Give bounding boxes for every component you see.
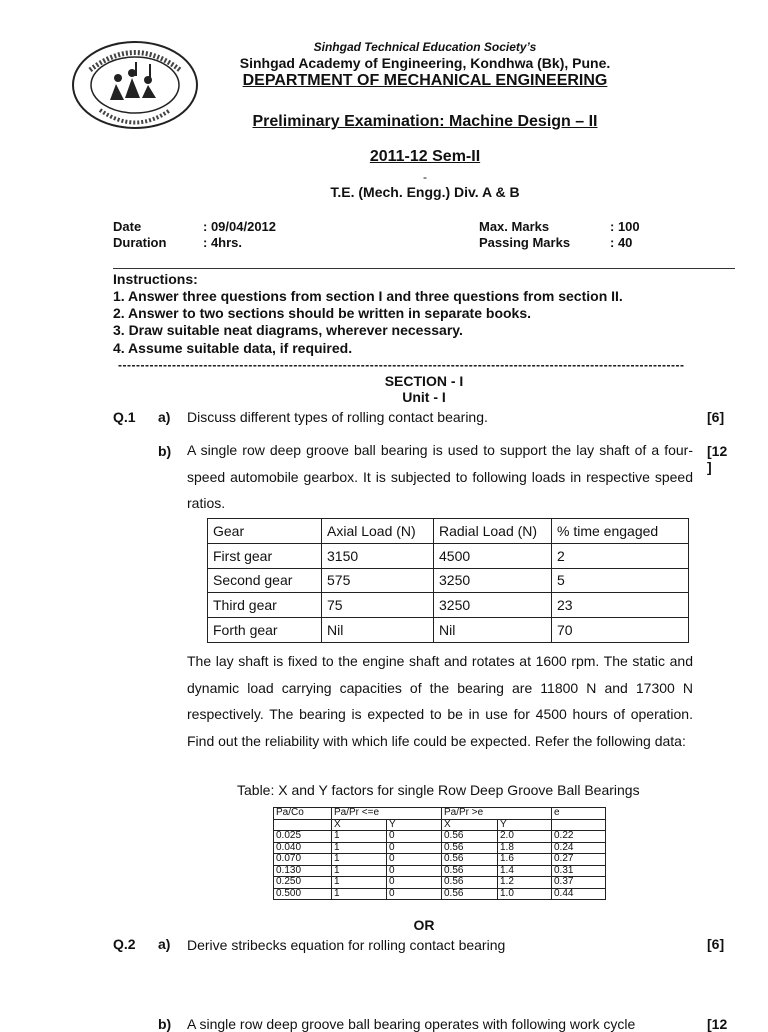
table-header-cell: X [332, 819, 387, 831]
table-cell: 1 [332, 865, 387, 877]
question-text: A single row deep groove ball bearing operates with following work cycle [187, 1016, 636, 1032]
table-row [274, 842, 606, 854]
dashed-separator: ------------------------------------------------------------------------------------------------------------------------------ [118, 358, 685, 372]
table-row [274, 854, 606, 866]
table-cell: 1 [332, 854, 387, 866]
table-cell: 0.250 [274, 877, 332, 889]
table-cell: 0 [387, 865, 442, 877]
table-row [208, 568, 689, 593]
table-header-cell: Y [387, 819, 442, 831]
table-cell: 0.56 [442, 831, 498, 843]
table-cell: 0.37 [552, 877, 606, 889]
instruction-item: 2. Answer to two sections should be written in separate books. [113, 305, 532, 321]
table-cell: 0.56 [442, 877, 498, 889]
table-cell: 0 [387, 842, 442, 854]
max-marks-label: Max. Marks [479, 219, 550, 234]
instruction-item: 4. Assume suitable data, if required. [113, 340, 353, 356]
table-header-cell: e [552, 808, 606, 820]
marks-label-continued: ] [707, 459, 712, 475]
table-row [274, 865, 606, 877]
table-header-row [208, 519, 689, 544]
date-value: : 09/04/2012 [203, 219, 277, 234]
or-separator: OR [413, 917, 435, 933]
table-cell: 575 [322, 568, 434, 593]
paper-title: Preliminary Examination: Machine Design – II [252, 113, 598, 130]
table-header-cell [552, 819, 606, 831]
unit-title: Unit - I [402, 389, 446, 405]
table-cell: 0.070 [274, 854, 332, 866]
instruction-item: 3. Draw suitable neat diagrams, wherever necessary. [113, 322, 463, 338]
passing-marks-label: Passing Marks [479, 235, 571, 250]
separator-mark: - [423, 170, 427, 184]
part-label: b) [158, 1016, 172, 1032]
table-header-cell [387, 808, 442, 820]
table-header-cell: Pa/Pr >e [442, 808, 498, 820]
class-label: T.E. (Mech. Engg.) Div. A & B [330, 184, 520, 200]
table-row [208, 543, 689, 568]
table-cell: 1 [332, 877, 387, 889]
table-cell: Third gear [208, 593, 322, 618]
session-label: 2011-12 Sem-II [369, 148, 481, 165]
max-marks-value: : 100 [610, 219, 640, 234]
table-header-cell: Y [498, 819, 552, 831]
table-cell: 0.025 [274, 831, 332, 843]
table-cell: 0.24 [552, 842, 606, 854]
table-cell: 0 [387, 854, 442, 866]
passing-marks-value: : 40 [610, 235, 633, 250]
table-cell: 1 [332, 842, 387, 854]
table-cell: 0.44 [552, 888, 606, 900]
table-row [208, 618, 689, 643]
table-cell: 1 [332, 888, 387, 900]
marks-label: [6] [707, 409, 725, 425]
part-label: b) [158, 443, 172, 459]
table-cell: 0.56 [442, 854, 498, 866]
table-header-cell: Gear [208, 519, 322, 544]
table-header-cell [274, 819, 332, 831]
table-cell: 3150 [322, 543, 434, 568]
table-cell: 0.27 [552, 854, 606, 866]
table-cell: 0.500 [274, 888, 332, 900]
marks-label: [12 [707, 443, 728, 459]
table-row [208, 593, 689, 618]
table-header-cell: Radial Load (N) [434, 519, 552, 544]
question-text: Derive stribecks equation for rolling contact bearing [187, 937, 506, 953]
table-cell: 1.0 [498, 888, 552, 900]
table-row [274, 877, 606, 889]
question-text: A single row deep groove ball bearing is used to support the lay shaft of a four-speed automobile gearbox. It is subjected to following loads in respective speed ratios. [187, 442, 693, 511]
society-name: Sinhgad Technical Education Society’s [313, 40, 537, 54]
table-cell: 4500 [434, 543, 552, 568]
question-number: Q.1 [113, 409, 136, 425]
table-header-row [274, 808, 606, 820]
xy-table-title: Table: X and Y factors for single Row Deep Groove Ball Bearings [237, 782, 640, 798]
table-cell: Nil [322, 618, 434, 643]
table-header-cell: X [442, 819, 498, 831]
table-cell: 2.0 [498, 831, 552, 843]
table-row [274, 888, 606, 900]
table-cell: 70 [552, 618, 689, 643]
load-table [207, 518, 689, 643]
question-number: Q.2 [113, 936, 136, 952]
table-cell: 0.56 [442, 842, 498, 854]
table-cell: 5 [552, 568, 689, 593]
table-header-row [274, 819, 606, 831]
table-cell: First gear [208, 543, 322, 568]
table-header-cell: % time engaged [552, 519, 689, 544]
table-cell: 0 [387, 831, 442, 843]
table-cell: 1 [332, 831, 387, 843]
table-cell: 1.4 [498, 865, 552, 877]
table-cell: 0.22 [552, 831, 606, 843]
table-cell: 2 [552, 543, 689, 568]
question-text: Discuss different types of rolling contact bearing. [187, 409, 488, 425]
table-header-cell: Pa/Pr <=e [332, 808, 387, 820]
table-cell: 0.31 [552, 865, 606, 877]
table-cell: Forth gear [208, 618, 322, 643]
marks-label: [6] [707, 936, 725, 952]
table-cell: 0.56 [442, 865, 498, 877]
table-header-cell: Pa/Co [274, 808, 332, 820]
department-name: DEPARTMENT OF MECHANICAL ENGINEERING [242, 72, 608, 89]
table-cell: 1.6 [498, 854, 552, 866]
duration-label: Duration [113, 235, 167, 250]
college-name: Sinhgad Academy of Engineering, Kondhwa (Bk), Pune. [239, 55, 611, 71]
section-title: SECTION - I [384, 373, 464, 389]
table-cell: 0 [387, 877, 442, 889]
table-cell: 1.2 [498, 877, 552, 889]
table-header-cell: Axial Load (N) [322, 519, 434, 544]
table-cell: 3250 [434, 593, 552, 618]
table-cell: 75 [322, 593, 434, 618]
table-cell: 1.8 [498, 842, 552, 854]
date-label: Date [113, 219, 142, 234]
table-cell: 0 [387, 888, 442, 900]
table-cell: 0.040 [274, 842, 332, 854]
xy-factor-table [273, 807, 606, 900]
table-row [274, 831, 606, 843]
instructions-title: Instructions: [113, 271, 198, 287]
table-cell: 3250 [434, 568, 552, 593]
question-text-continued: The lay shaft is fixed to the engine shaft and rotates at 1600 rpm. The static and dynamic load carrying capacities of the bearing are 11800 N and 17300 N respectively. The bearing is expected to be in use for 4500 hours of operation. Find out the reliability with which life could be expected. Refer the following data: [187, 653, 693, 749]
table-cell: 0.130 [274, 865, 332, 877]
table-cell: 23 [552, 593, 689, 618]
duration-value: : 4hrs. [203, 235, 243, 250]
table-cell: 0.56 [442, 888, 498, 900]
instruction-item: 1. Answer three questions from section I and three questions from section II. [113, 288, 623, 304]
marks-label: [12 [707, 1016, 728, 1032]
table-cell: Second gear [208, 568, 322, 593]
part-label: a) [158, 936, 171, 952]
table-cell: Nil [434, 618, 552, 643]
table-header-cell [498, 808, 552, 820]
part-label: a) [158, 409, 171, 425]
horizontal-rule [113, 268, 735, 269]
